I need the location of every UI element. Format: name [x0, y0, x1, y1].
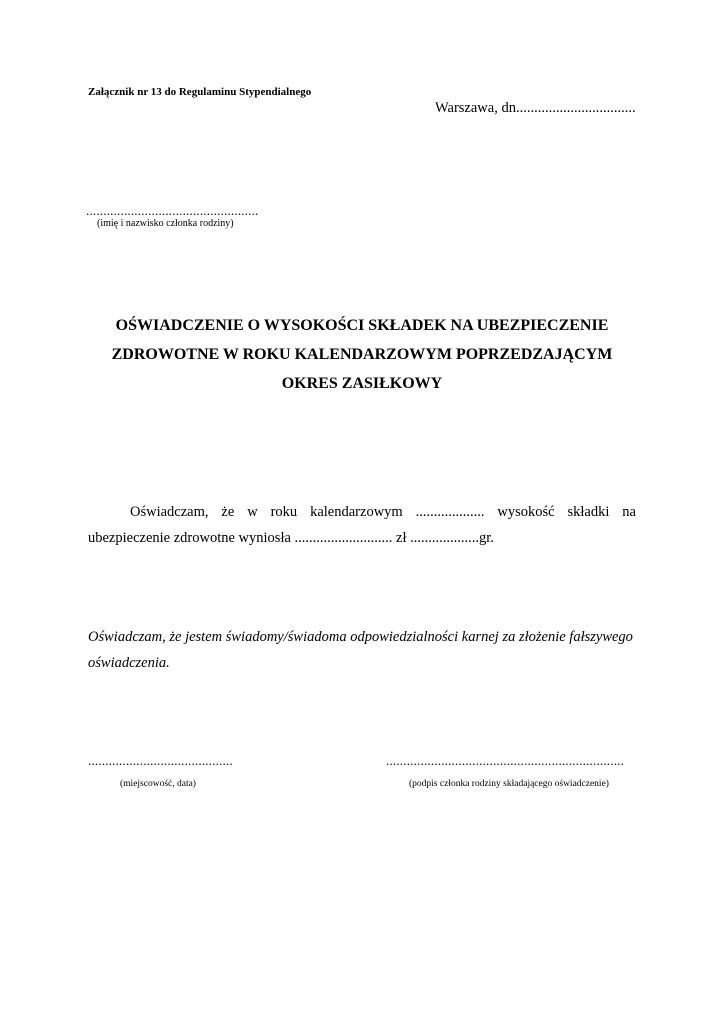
declaration-word: kalendarzowym	[310, 504, 403, 520]
declaration-word: składki	[567, 504, 610, 520]
declaration-word: w	[247, 504, 258, 520]
title-line-1: OŚWIADCZENIE O WYSOKOŚCI SKŁADEK NA UBEZPIECZENIE	[115, 317, 609, 334]
place-date-signature-caption: (miejscowość, data)	[120, 779, 196, 789]
declaration-word: że	[221, 504, 235, 520]
declaration-paragraph	[88, 499, 636, 551]
declaration-word: na	[622, 504, 636, 520]
liability-statement: Oświadczam, że jestem świadomy/świadoma odpowiedzialności karnej za złożenie fałszywego oświadczenia.	[88, 629, 633, 671]
declaration-word: roku	[270, 504, 298, 520]
annex-label: Załącznik nr 13 do Regulaminu Stypendialnego	[88, 86, 312, 98]
declaration-line-2: ubezpieczenie zdrowotne wyniosła ........................... zł ...................gr.	[88, 530, 494, 546]
member-signature-line: .....................................................................	[386, 753, 625, 768]
declaration-line-1	[88, 499, 636, 525]
document-title	[60, 311, 664, 398]
title-line-3: OKRES ZASIŁKOWY	[281, 375, 443, 392]
title-line-2: ZDROWOTNE W ROKU KALENDARZOWYM POPRZEDZAJĄCYM	[111, 346, 613, 363]
member-name-dotted-line: ..................................................	[86, 203, 259, 218]
declaration-word: Oświadczam,	[130, 504, 209, 520]
member-signature-caption: (podpis członka rodziny składającego oświadczenie)	[409, 779, 609, 789]
member-name-caption: (imię i nazwisko członka rodziny)	[97, 218, 234, 229]
place-date-signature-line: ..........................................	[88, 753, 233, 768]
year-dotted-field: ...................	[415, 504, 485, 520]
declaration-word: wysokość	[497, 504, 555, 520]
place-date-field: Warszawa, dn.................................	[435, 100, 636, 116]
